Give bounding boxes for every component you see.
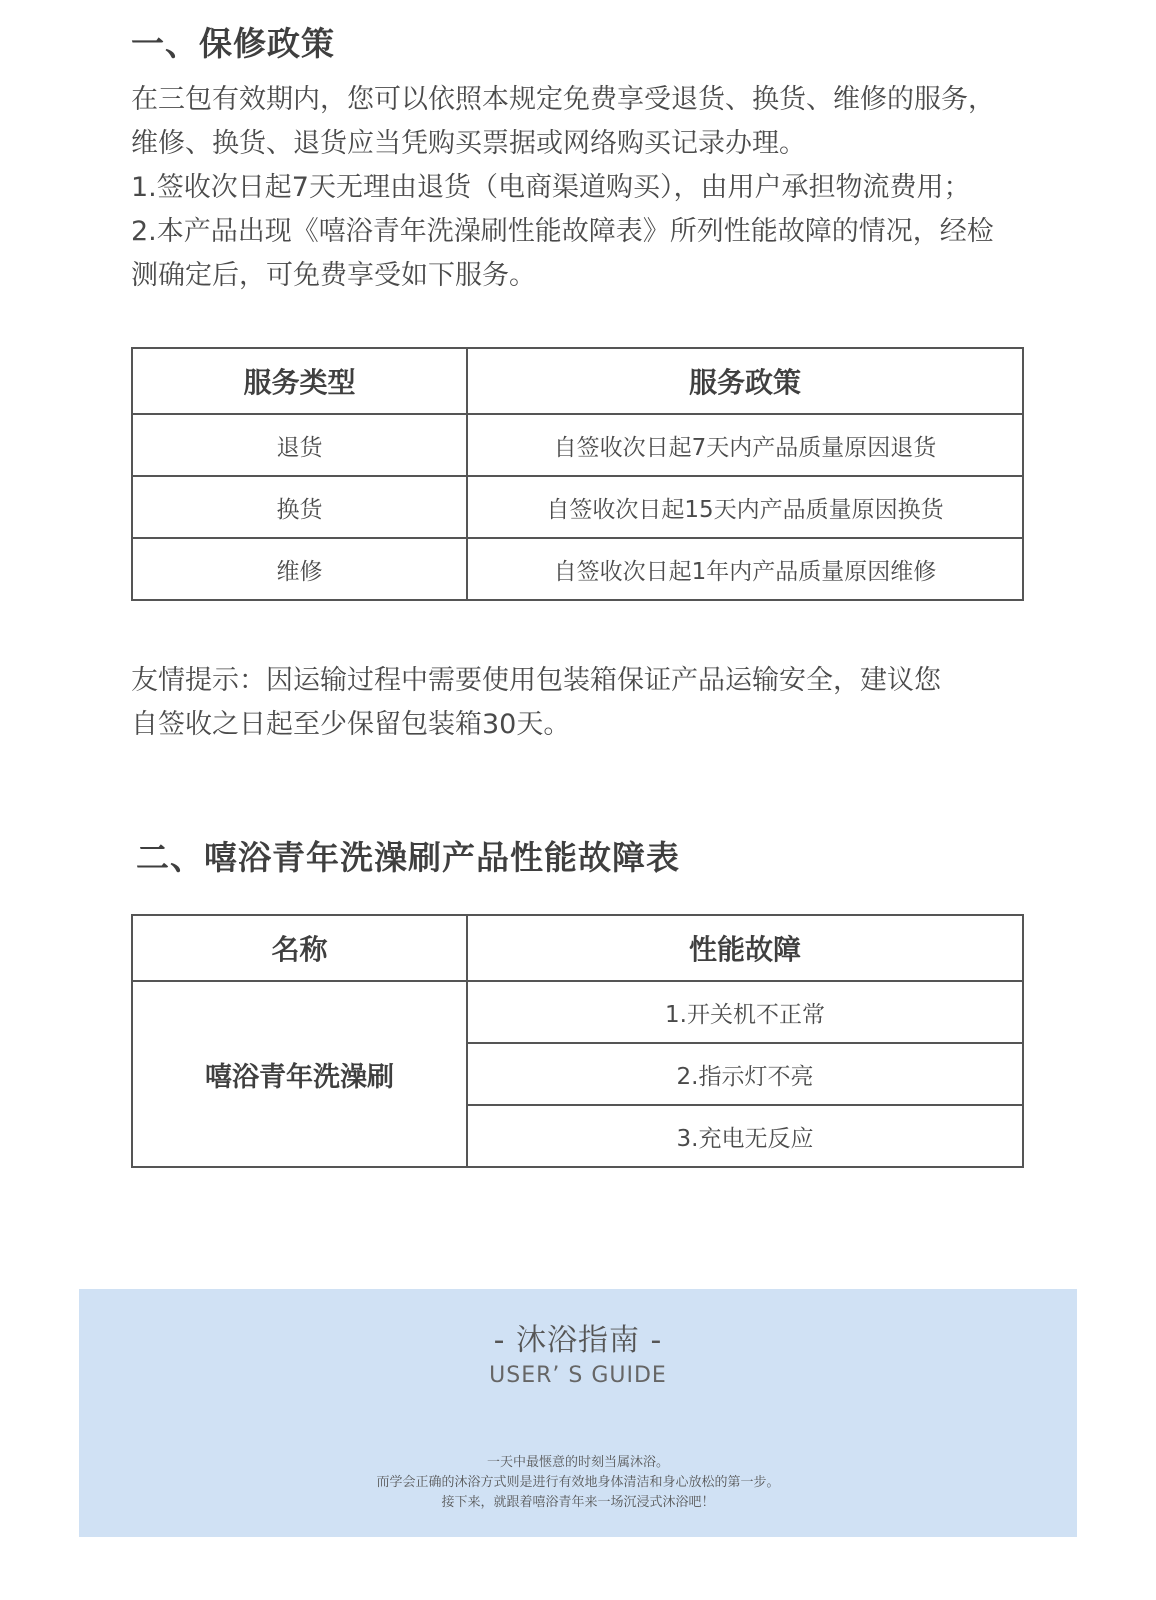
cell-service-type: 退货 [132,414,467,476]
guide-line: 而学会正确的沐浴方式则是进行有效地身体清洁和身心放松的第一步。 [376,1475,780,1490]
cell-service-type: 维修 [132,538,467,600]
tip-line: 自签收之日起至少保留包装箱30天。 [131,709,571,740]
paragraph-line: 测确定后，可免费享受如下服务。 [131,260,536,291]
table-row [132,538,1023,600]
paragraph-line: 在三包有效期内，您可以依照本规定免费享受退货、换货、维修的服务， [131,84,995,115]
section-title-warranty-policy: 一、保修政策 [131,24,335,63]
header-service-policy: 服务政策 [467,348,1023,414]
cell-fault: 1.开关机不正常 [467,981,1023,1043]
guide-line: 接下来，就跟着嘻浴青年来一场沉浸式沐浴吧！ [441,1495,715,1510]
paragraph-line: 维修、换货、退货应当凭购买票据或网络购买记录办理。 [131,128,806,159]
cell-product-name: 嘻浴青年洗澡刷 [132,981,467,1167]
warranty-paragraph [131,78,1031,298]
table-header-row [132,348,1023,414]
section-title-fault-table: 二、嘻浴青年洗澡刷产品性能故障表 [136,838,680,877]
performance-fault-table [131,914,1024,1168]
cell-fault: 3.充电无反应 [467,1105,1023,1167]
guide-line: 一天中最惬意的时刻当属沐浴。 [486,1455,669,1470]
guide-subtitle: USER’ S GUIDE [489,1363,667,1388]
header-service-type: 服务类型 [132,348,467,414]
cell-service-policy: 自签收次日起7天内产品质量原因退货 [467,414,1023,476]
bathing-guide-banner [79,1289,1077,1537]
header-performance-fault: 性能故障 [467,915,1023,981]
header-name: 名称 [132,915,467,981]
guide-text [79,1453,1077,1513]
guide-title: - 沐浴指南 - [493,1323,663,1358]
cell-service-type: 换货 [132,476,467,538]
table-row [132,476,1023,538]
cell-service-policy: 自签收次日起1年内产品质量原因维修 [467,538,1023,600]
cell-fault: 2.指示灯不亮 [467,1043,1023,1105]
table-row [132,981,1023,1043]
paragraph-line: 1.签收次日起7天无理由退货（电商渠道购买），由用户承担物流费用； [131,172,971,203]
paragraph-line: 2.本产品出现《嘻浴青年洗澡刷性能故障表》所列性能故障的情况，经检 [131,216,994,247]
tip-line: 友情提示：因运输过程中需要使用包装箱保证产品运输安全，建议您 [131,665,941,696]
table-row [132,414,1023,476]
friendly-tip [131,659,1031,747]
service-policy-table [131,347,1024,601]
table-header-row [132,915,1023,981]
cell-service-policy: 自签收次日起15天内产品质量原因换货 [467,476,1023,538]
